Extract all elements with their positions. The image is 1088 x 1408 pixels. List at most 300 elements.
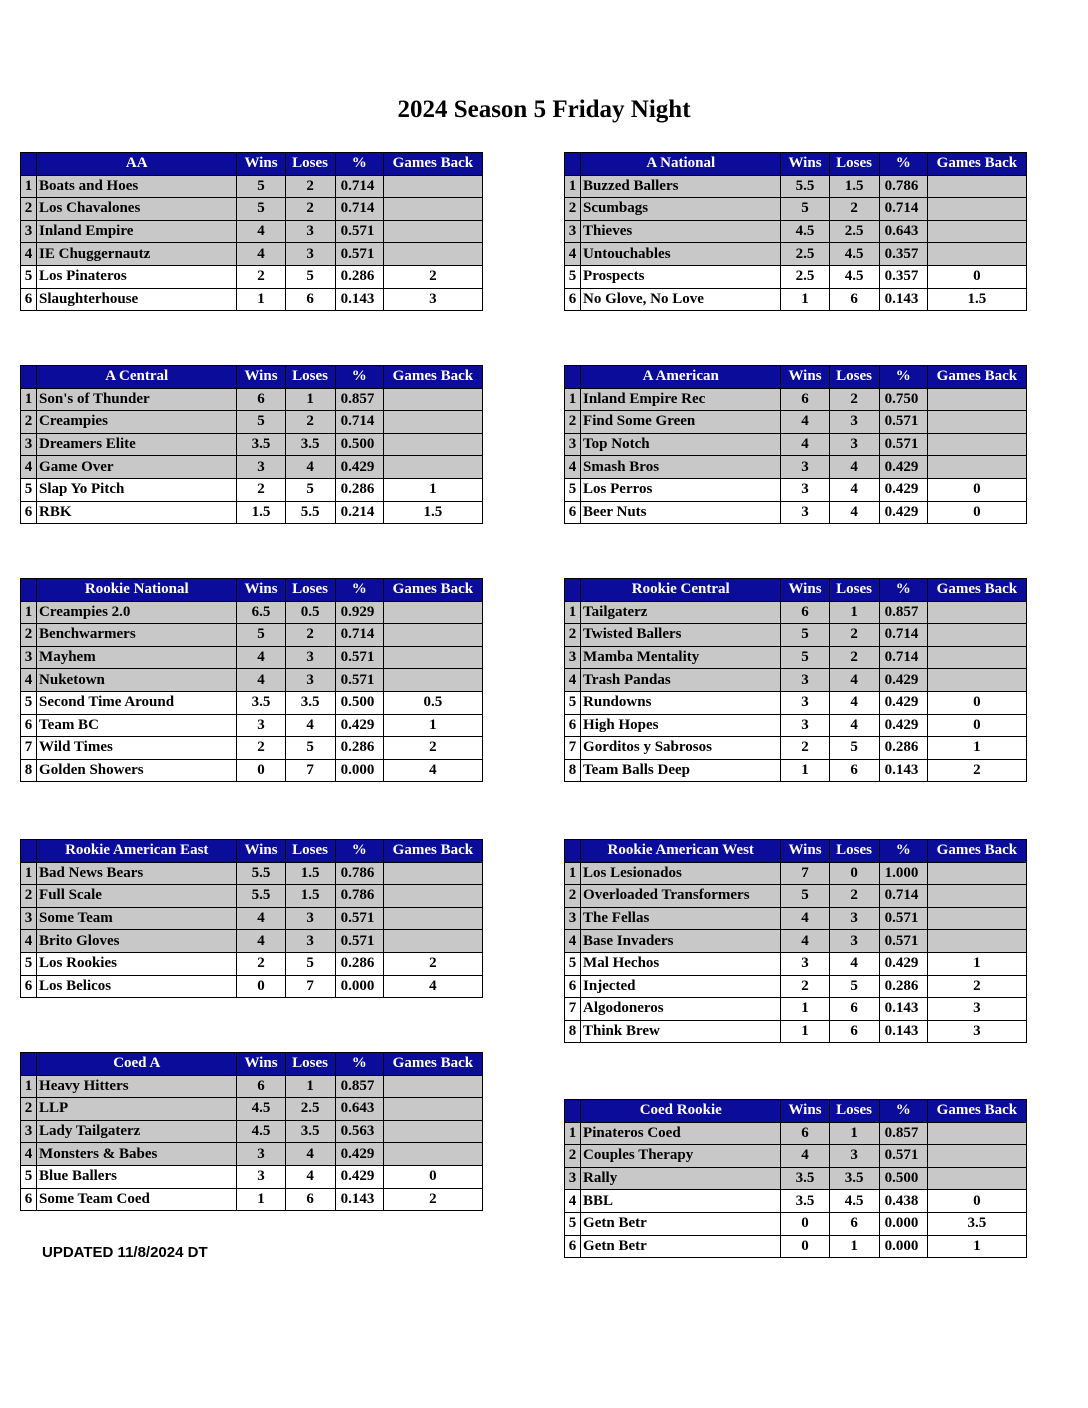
pct-value: 0.643 <box>335 1098 383 1121</box>
table-row <box>21 265 483 288</box>
loses-value: 3 <box>285 243 335 266</box>
pct-value: 0.429 <box>879 691 927 714</box>
rank-cell: 7 <box>21 737 37 760</box>
rank-cell: 5 <box>565 952 581 975</box>
header-blank <box>565 1100 581 1123</box>
loses-header: Loses <box>829 366 879 389</box>
table-row <box>565 975 1027 998</box>
pct-value: 0.429 <box>879 478 927 501</box>
standings-table <box>20 152 483 311</box>
wins-header: Wins <box>781 366 829 389</box>
pct-value: 0.714 <box>879 646 927 669</box>
games-back-value <box>927 646 1026 669</box>
games-back-value <box>383 456 482 479</box>
rank-cell: 6 <box>21 714 37 737</box>
table-row <box>21 1188 483 1211</box>
rank-cell: 5 <box>21 691 37 714</box>
games-back-value <box>383 1120 482 1143</box>
loses-value: 2 <box>829 885 879 908</box>
games-back-value: 3 <box>927 998 1026 1021</box>
wins-value: 4 <box>781 930 829 953</box>
games-back-value <box>927 885 1026 908</box>
pct-value: 0.857 <box>335 1075 383 1098</box>
games-back-value: 0 <box>927 691 1026 714</box>
table-row <box>565 1235 1027 1258</box>
rank-cell: 4 <box>21 456 37 479</box>
rank-cell: 4 <box>565 669 581 692</box>
rank-cell: 2 <box>21 411 37 434</box>
games-back-value <box>383 646 482 669</box>
table-row <box>565 624 1027 647</box>
rank-cell: 1 <box>565 388 581 411</box>
wins-value: 2.5 <box>781 243 829 266</box>
rank-cell: 1 <box>21 388 37 411</box>
loses-value: 3.5 <box>285 433 335 456</box>
rank-cell: 2 <box>21 1098 37 1121</box>
games-back-header: Games Back <box>927 579 1026 602</box>
pct-value: 0.286 <box>335 952 383 975</box>
pct-value: 0.429 <box>335 714 383 737</box>
rank-cell: 6 <box>21 501 37 524</box>
loses-value: 6 <box>829 998 879 1021</box>
wins-value: 3.5 <box>781 1190 829 1213</box>
table-row <box>21 885 483 908</box>
loses-value: 4 <box>829 952 879 975</box>
games-back-value <box>383 220 482 243</box>
pct-value: 0.929 <box>335 601 383 624</box>
wins-value: 3 <box>781 501 829 524</box>
table-row <box>565 1145 1027 1168</box>
pct-value: 0.500 <box>335 433 383 456</box>
games-back-value: 1 <box>927 952 1026 975</box>
loses-value: 3 <box>285 220 335 243</box>
wins-value: 1 <box>237 288 285 311</box>
wins-value: 5 <box>781 885 829 908</box>
rank-cell: 1 <box>565 601 581 624</box>
table-row <box>565 1190 1027 1213</box>
games-back-value: 3.5 <box>927 1212 1026 1235</box>
team-name: Base Invaders <box>581 930 781 953</box>
wins-value: 3 <box>781 952 829 975</box>
table-row <box>565 646 1027 669</box>
wins-value: 3 <box>237 1165 285 1188</box>
pct-value: 0.143 <box>879 288 927 311</box>
team-name: Overloaded Transformers <box>581 885 781 908</box>
table-row <box>565 862 1027 885</box>
loses-value: 7 <box>285 975 335 998</box>
wins-header: Wins <box>781 840 829 863</box>
team-name: Untouchables <box>581 243 781 266</box>
games-back-value <box>383 1098 482 1121</box>
rank-cell: 6 <box>565 1235 581 1258</box>
team-name: Buzzed Ballers <box>581 175 781 198</box>
table-row <box>565 952 1027 975</box>
wins-value: 5 <box>237 198 285 221</box>
loses-value: 4 <box>829 501 879 524</box>
pct-header: % <box>879 1100 927 1123</box>
loses-value: 4.5 <box>829 1190 879 1213</box>
pct-value: 0.571 <box>879 411 927 434</box>
wins-value: 6.5 <box>237 601 285 624</box>
rank-cell: 4 <box>565 1190 581 1213</box>
team-name: Wild Times <box>37 737 237 760</box>
games-back-value: 0 <box>927 501 1026 524</box>
wins-header: Wins <box>237 366 285 389</box>
wins-value: 5.5 <box>237 885 285 908</box>
loses-value: 5 <box>285 952 335 975</box>
pct-value: 0.286 <box>879 737 927 760</box>
team-name: Dreamers Elite <box>37 433 237 456</box>
wins-header: Wins <box>237 153 285 176</box>
team-name: Scumbags <box>581 198 781 221</box>
games-back-value: 1.5 <box>927 288 1026 311</box>
pct-value: 0.571 <box>335 646 383 669</box>
pct-value: 0.429 <box>335 456 383 479</box>
loses-header: Loses <box>285 840 335 863</box>
rank-cell: 4 <box>565 930 581 953</box>
loses-value: 6 <box>829 288 879 311</box>
games-back-value: 0 <box>927 265 1026 288</box>
games-back-header: Games Back <box>383 840 482 863</box>
pct-value: 0.786 <box>879 175 927 198</box>
table-row <box>21 175 483 198</box>
team-name: Golden Showers <box>37 759 237 782</box>
loses-value: 3 <box>285 669 335 692</box>
rank-cell: 5 <box>21 265 37 288</box>
games-back-value: 1 <box>383 714 482 737</box>
games-back-value <box>383 175 482 198</box>
pct-value: 0.500 <box>335 691 383 714</box>
games-back-value <box>927 175 1026 198</box>
team-name: Some Team <box>37 907 237 930</box>
loses-header: Loses <box>829 1100 879 1123</box>
games-back-value <box>383 1075 482 1098</box>
loses-value: 3 <box>285 907 335 930</box>
rank-cell: 6 <box>565 288 581 311</box>
header-blank <box>565 153 581 176</box>
wins-value: 2 <box>237 265 285 288</box>
games-back-value <box>383 243 482 266</box>
wins-value: 4 <box>237 930 285 953</box>
table-row <box>21 1075 483 1098</box>
team-name: Slaughterhouse <box>37 288 237 311</box>
loses-value: 3.5 <box>829 1167 879 1190</box>
pct-value: 0.714 <box>335 411 383 434</box>
table-row <box>21 478 483 501</box>
wins-value: 4 <box>237 220 285 243</box>
pct-value: 0.714 <box>879 198 927 221</box>
wins-value: 3 <box>237 456 285 479</box>
loses-header: Loses <box>829 153 879 176</box>
wins-value: 2 <box>237 737 285 760</box>
games-back-value: 4 <box>383 759 482 782</box>
rank-cell: 5 <box>565 478 581 501</box>
table-row <box>21 198 483 221</box>
wins-value: 4 <box>781 433 829 456</box>
loses-header: Loses <box>285 153 335 176</box>
table-row <box>21 737 483 760</box>
rank-cell: 7 <box>565 737 581 760</box>
wins-value: 6 <box>237 1075 285 1098</box>
rank-cell: 3 <box>565 220 581 243</box>
pct-value: 0.857 <box>335 388 383 411</box>
table-row <box>21 930 483 953</box>
wins-value: 4.5 <box>237 1120 285 1143</box>
games-back-header: Games Back <box>927 840 1026 863</box>
standings-table <box>20 839 483 998</box>
pct-header: % <box>335 153 383 176</box>
table-row <box>21 243 483 266</box>
pct-value: 0.357 <box>879 265 927 288</box>
pct-header: % <box>335 1053 383 1076</box>
standings-table <box>564 578 1027 782</box>
loses-value: 2 <box>285 411 335 434</box>
loses-value: 5 <box>829 975 879 998</box>
pct-value: 0.571 <box>879 433 927 456</box>
rank-cell: 2 <box>21 198 37 221</box>
team-name: Rundowns <box>581 691 781 714</box>
loses-value: 2 <box>285 198 335 221</box>
rank-cell: 8 <box>21 759 37 782</box>
wins-value: 1 <box>781 998 829 1021</box>
games-back-value <box>383 930 482 953</box>
team-name: Beer Nuts <box>581 501 781 524</box>
rank-cell: 2 <box>565 411 581 434</box>
team-name: IE Chuggernautz <box>37 243 237 266</box>
rank-cell: 2 <box>565 198 581 221</box>
pct-value: 0.143 <box>335 288 383 311</box>
wins-value: 0 <box>781 1212 829 1235</box>
standings-table <box>564 839 1027 1043</box>
loses-value: 0 <box>829 862 879 885</box>
division-name: Rookie National <box>37 579 237 602</box>
rank-cell: 5 <box>565 265 581 288</box>
loses-value: 6 <box>285 1188 335 1211</box>
rank-cell: 3 <box>565 907 581 930</box>
standings-table <box>20 1052 483 1211</box>
pct-value: 0.571 <box>879 907 927 930</box>
games-back-header: Games Back <box>383 153 482 176</box>
team-name: Algodoneros <box>581 998 781 1021</box>
header-blank <box>21 1053 37 1076</box>
header-blank <box>565 579 581 602</box>
wins-value: 5 <box>237 175 285 198</box>
team-name: Los Pinateros <box>37 265 237 288</box>
loses-value: 3.5 <box>285 691 335 714</box>
games-back-value: 1 <box>383 478 482 501</box>
games-back-value <box>927 220 1026 243</box>
team-name: Second Time Around <box>37 691 237 714</box>
table-row <box>21 714 483 737</box>
team-name: Full Scale <box>37 885 237 908</box>
games-back-value <box>383 433 482 456</box>
rank-cell: 6 <box>565 714 581 737</box>
games-back-value: 0 <box>927 478 1026 501</box>
rank-cell: 6 <box>21 975 37 998</box>
wins-value: 3.5 <box>781 1167 829 1190</box>
games-back-header: Games Back <box>927 1100 1026 1123</box>
pct-value: 0.286 <box>879 975 927 998</box>
team-name: Los Lesionados <box>581 862 781 885</box>
table-row <box>565 601 1027 624</box>
loses-value: 3 <box>829 433 879 456</box>
team-name: Team BC <box>37 714 237 737</box>
team-name: Slap Yo Pitch <box>37 478 237 501</box>
table-row <box>21 952 483 975</box>
wins-value: 3 <box>781 478 829 501</box>
division-name: Coed A <box>37 1053 237 1076</box>
pct-value: 0.750 <box>879 388 927 411</box>
games-back-value <box>927 1167 1026 1190</box>
pct-value: 0.429 <box>879 501 927 524</box>
rank-cell: 1 <box>21 862 37 885</box>
division-name: Rookie Central <box>581 579 781 602</box>
table-row <box>21 691 483 714</box>
team-name: Inland Empire <box>37 220 237 243</box>
loses-value: 3 <box>829 1145 879 1168</box>
pct-value: 0.571 <box>335 669 383 692</box>
games-back-value <box>927 198 1026 221</box>
table-row <box>565 907 1027 930</box>
team-name: Prospects <box>581 265 781 288</box>
loses-value: 4.5 <box>829 243 879 266</box>
games-back-header: Games Back <box>383 1053 482 1076</box>
games-back-header: Games Back <box>383 579 482 602</box>
loses-value: 2 <box>285 175 335 198</box>
wins-value: 5 <box>237 624 285 647</box>
loses-value: 4 <box>829 714 879 737</box>
wins-value: 1 <box>781 288 829 311</box>
pct-value: 0.857 <box>879 1122 927 1145</box>
games-back-value <box>927 1145 1026 1168</box>
wins-value: 6 <box>781 601 829 624</box>
wins-value: 4 <box>781 907 829 930</box>
loses-value: 5.5 <box>285 501 335 524</box>
games-back-header: Games Back <box>927 153 1026 176</box>
games-back-header: Games Back <box>383 366 482 389</box>
rank-cell: 3 <box>565 646 581 669</box>
team-name: Think Brew <box>581 1020 781 1043</box>
loses-header: Loses <box>285 366 335 389</box>
header-blank <box>21 579 37 602</box>
loses-value: 3 <box>285 646 335 669</box>
loses-value: 0.5 <box>285 601 335 624</box>
loses-value: 4.5 <box>829 265 879 288</box>
loses-value: 2 <box>829 646 879 669</box>
pct-value: 0.714 <box>879 624 927 647</box>
rank-cell: 4 <box>21 930 37 953</box>
loses-value: 1 <box>829 601 879 624</box>
games-back-value <box>383 388 482 411</box>
pct-value: 0.571 <box>879 930 927 953</box>
table-row <box>21 1098 483 1121</box>
table-row <box>565 265 1027 288</box>
wins-value: 3 <box>781 456 829 479</box>
wins-value: 5 <box>781 646 829 669</box>
wins-value: 3.5 <box>237 433 285 456</box>
loses-value: 1 <box>829 1235 879 1258</box>
wins-value: 3 <box>781 691 829 714</box>
header-blank <box>21 153 37 176</box>
games-back-value <box>383 907 482 930</box>
table-row <box>565 998 1027 1021</box>
wins-value: 3.5 <box>237 691 285 714</box>
table-row <box>21 646 483 669</box>
team-name: Couples Therapy <box>581 1145 781 1168</box>
standings-table <box>20 578 483 782</box>
pct-value: 0.438 <box>879 1190 927 1213</box>
table-row <box>565 220 1027 243</box>
team-name: Blue Ballers <box>37 1165 237 1188</box>
division-name: A National <box>581 153 781 176</box>
wins-value: 3 <box>237 714 285 737</box>
wins-value: 6 <box>781 1122 829 1145</box>
team-name: Lady Tailgaterz <box>37 1120 237 1143</box>
rank-cell: 4 <box>565 243 581 266</box>
pct-value: 0.571 <box>335 220 383 243</box>
rank-cell: 5 <box>21 952 37 975</box>
wins-value: 5 <box>781 624 829 647</box>
table-row <box>21 601 483 624</box>
table-row <box>21 1143 483 1166</box>
pct-value: 1.000 <box>879 862 927 885</box>
table-row <box>565 714 1027 737</box>
pct-value: 0.000 <box>335 975 383 998</box>
rank-cell: 6 <box>21 288 37 311</box>
loses-value: 4 <box>285 714 335 737</box>
loses-header: Loses <box>285 1053 335 1076</box>
team-name: Thieves <box>581 220 781 243</box>
rank-cell: 2 <box>565 885 581 908</box>
games-back-value <box>383 669 482 692</box>
table-row <box>565 1167 1027 1190</box>
table-row <box>21 759 483 782</box>
games-back-value <box>927 456 1026 479</box>
team-name: Injected <box>581 975 781 998</box>
table-row <box>21 388 483 411</box>
rank-cell: 6 <box>565 501 581 524</box>
wins-value: 5.5 <box>237 862 285 885</box>
wins-value: 2 <box>237 952 285 975</box>
loses-value: 7 <box>285 759 335 782</box>
loses-value: 4 <box>829 456 879 479</box>
team-name: RBK <box>37 501 237 524</box>
pct-value: 0.143 <box>879 1020 927 1043</box>
rank-cell: 4 <box>21 669 37 692</box>
rank-cell: 1 <box>565 1122 581 1145</box>
pct-value: 0.571 <box>335 930 383 953</box>
team-name: Creampies <box>37 411 237 434</box>
pct-value: 0.429 <box>335 1165 383 1188</box>
table-row <box>565 737 1027 760</box>
division-name: AA <box>37 153 237 176</box>
wins-header: Wins <box>781 579 829 602</box>
table-row <box>21 220 483 243</box>
games-back-value <box>927 669 1026 692</box>
wins-value: 4 <box>237 669 285 692</box>
games-back-value: 2 <box>383 265 482 288</box>
rank-cell: 2 <box>21 885 37 908</box>
rank-cell: 4 <box>21 1143 37 1166</box>
wins-value: 4.5 <box>237 1098 285 1121</box>
pct-value: 0.429 <box>335 1143 383 1166</box>
wins-value: 3 <box>781 714 829 737</box>
rank-cell: 1 <box>565 862 581 885</box>
wins-value: 5.5 <box>781 175 829 198</box>
pct-value: 0.786 <box>335 862 383 885</box>
team-name: Getn Betr <box>581 1235 781 1258</box>
loses-header: Loses <box>829 579 879 602</box>
